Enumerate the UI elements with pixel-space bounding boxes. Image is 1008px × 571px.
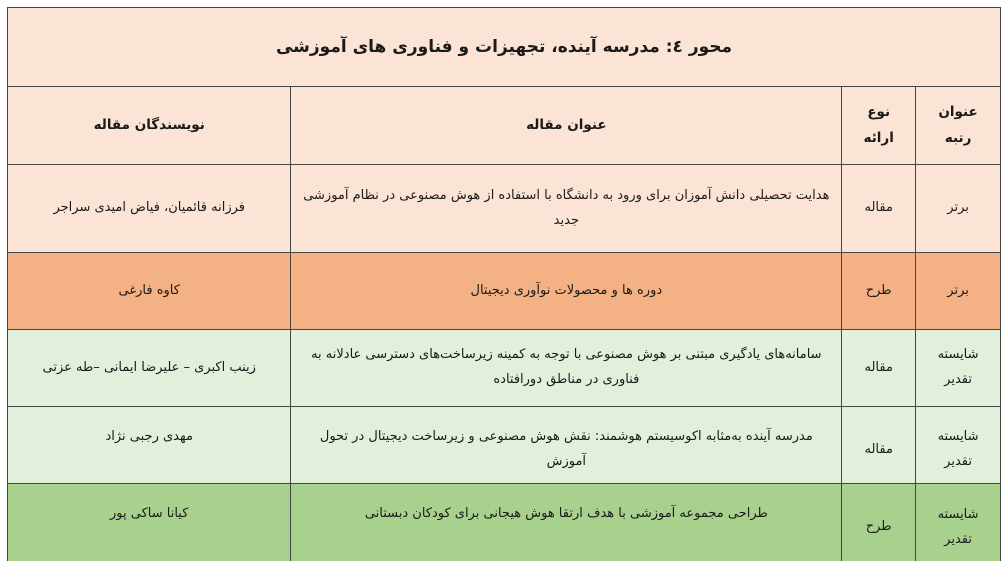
type-cell: مقاله xyxy=(841,330,915,406)
article-title-cell: مدرسه آینده به‌مثابه اکوسیستم هوشمند: نقش هوش مصنوعی و زیرساخت دیجیتال در تحول آموزش xyxy=(290,407,841,483)
header-type: نوع ارائه xyxy=(841,87,915,164)
table-title: محور ٤: مدرسه آینده، تجهیزات و فناوری های آموزشی xyxy=(8,8,1000,87)
rank-cell: شایسته تقدیر xyxy=(915,330,1000,406)
type-cell: طرح xyxy=(841,484,915,561)
article-title-cell: دوره ها و محصولات نوآوری دیجیتال xyxy=(290,253,841,329)
type-cell: مقاله xyxy=(841,407,915,483)
table-row xyxy=(8,253,1000,330)
header-authors: نویسندگان مقاله xyxy=(93,116,205,133)
table-row xyxy=(8,165,1000,253)
authors-cell: فرزانه قائمیان، فیاض امیدی سراجر xyxy=(53,200,245,216)
rank-cell: برتر xyxy=(915,253,1000,329)
awards-table xyxy=(7,7,1001,561)
authors-cell: زینب اکبری – علیرضا ایمانی –طه عزتی xyxy=(42,359,256,375)
article-title-cell: طراحی مجموعه آموزشی با هدف ارتقا هوش هیجانی برای کودکان دبستانی xyxy=(290,484,841,561)
authors-cell: کیانا ساکی پور xyxy=(110,506,189,521)
authors-cell: کاوه فارغی xyxy=(118,282,180,298)
rank-cell: شایسته تقدیر xyxy=(915,484,1000,561)
header-article-title: عنوان مقاله xyxy=(290,87,841,164)
table-row xyxy=(8,407,1000,484)
table-row xyxy=(8,330,1000,407)
article-title-cell: سامانه‌های یادگیری مبتنی بر هوش مصنوعی با توجه به کمینه زیرساخت‌های دسترسی عادلانه به فناوری در مناطق دورافتاده xyxy=(290,330,841,406)
type-cell: طرح xyxy=(841,253,915,329)
table-row xyxy=(8,484,1000,561)
header-rank: عنوان رتبه xyxy=(915,87,1000,164)
rank-cell: برتر xyxy=(915,165,1000,252)
header-row xyxy=(8,87,1000,165)
rank-cell: شایسته تقدیر xyxy=(915,407,1000,483)
article-title-cell: هدایت تحصیلی دانش آموزان برای ورود به دانشگاه با استفاده از هوش مصنوعی در نظام آموزشی جدید xyxy=(290,165,841,252)
type-cell: مقاله xyxy=(841,165,915,252)
authors-cell: مهدی رجبی نژاد xyxy=(105,429,193,444)
